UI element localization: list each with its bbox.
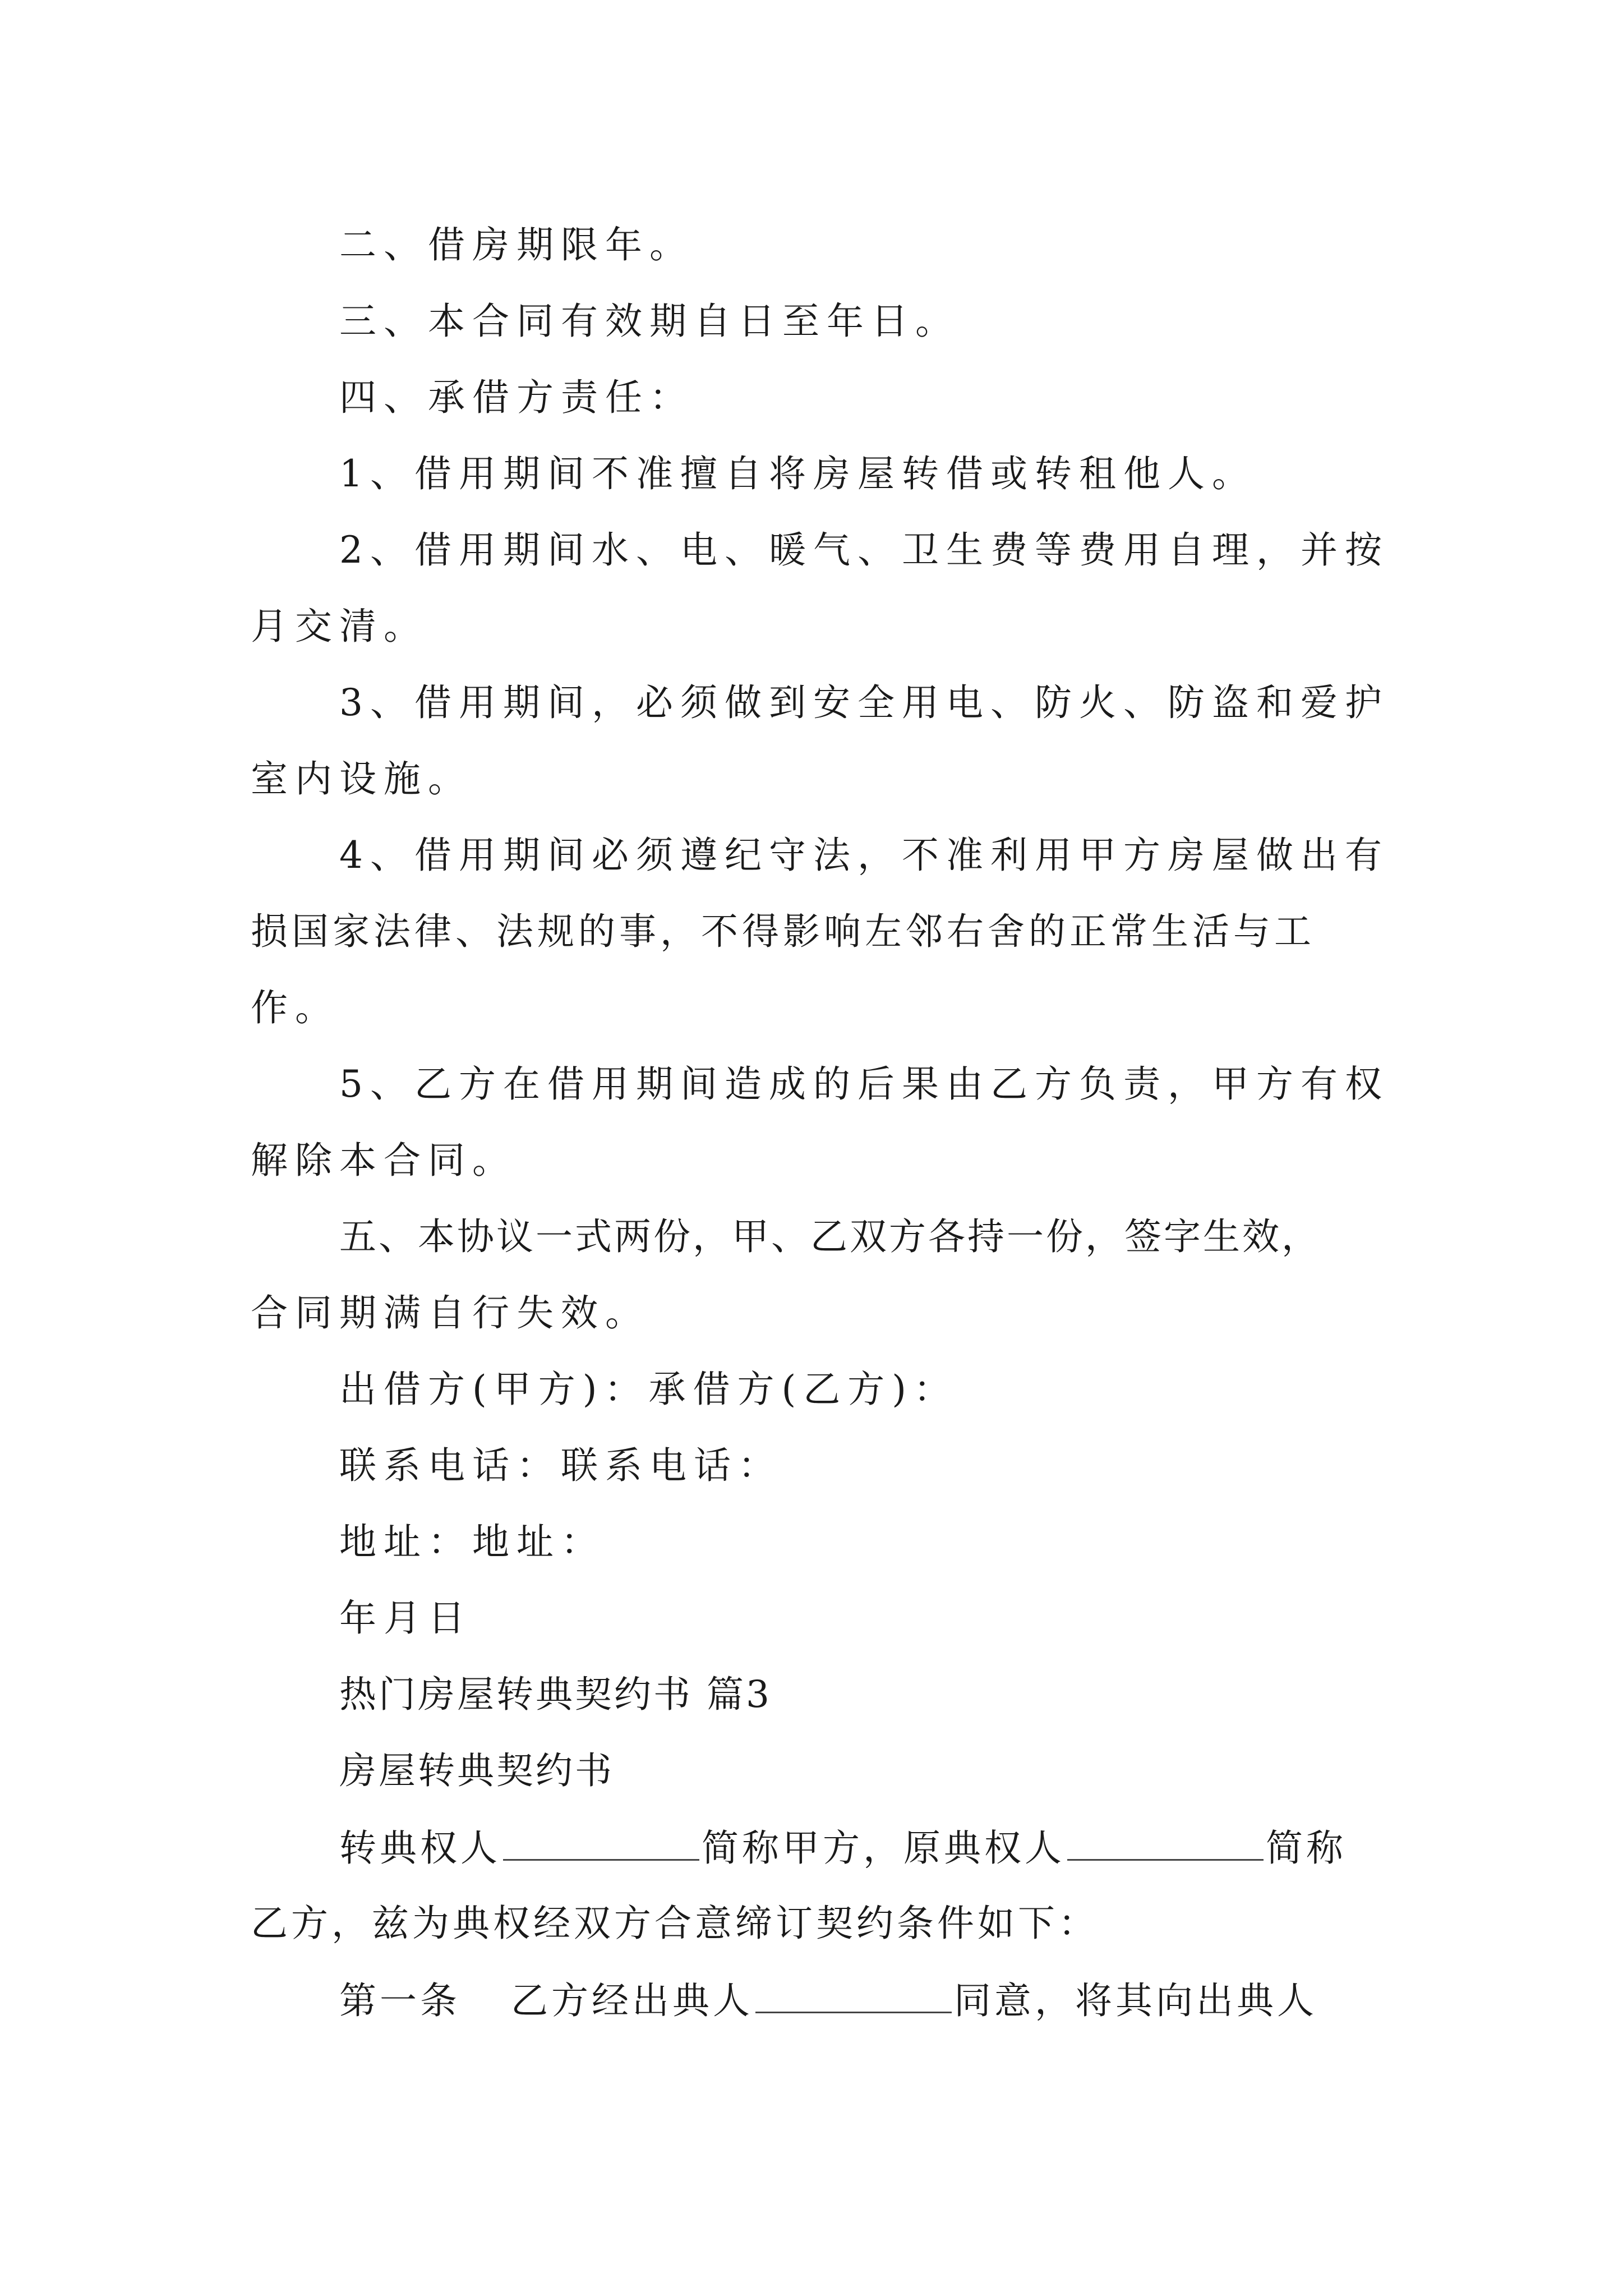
fill-in-blank (1067, 1822, 1264, 1861)
fill-in-blank (755, 1975, 952, 2013)
paragraph-line: 损国家法律、法规的事，不得影响左邻右舍的正常生活与工 (251, 910, 1315, 953)
paragraph-line: 乙方，兹为典权经双方合意缔订契约条件如下： (251, 1902, 1099, 1945)
paragraph-line: 合同期满自行失效。 (251, 1291, 649, 1335)
paragraph-line (339, 1822, 1347, 1872)
address-line: 地址：地址： (339, 1520, 605, 1563)
contact-phone-line: 联系电话：联系电话： (339, 1444, 782, 1487)
paragraph-line: 四、承借方责任： (339, 376, 694, 419)
paragraph-line: 1、借用期间不准擅自将房屋转借或转租他人。 (339, 452, 1256, 495)
paragraph-line: 4、借用期间必须遵纪守法，不准利用甲方房屋做出有 (339, 834, 1389, 877)
paragraph-line (339, 1975, 1317, 2025)
paragraph-line: 月交清。 (251, 605, 428, 648)
text-segment: 乙方经出典人 (511, 1979, 753, 2022)
paragraph-line: 解除本合同。 (251, 1139, 517, 1182)
text-segment: 转典权人 (339, 1826, 501, 1870)
date-line: 年月日 (339, 1596, 472, 1640)
paragraph-line: 作。 (251, 986, 339, 1029)
contract-title: 房屋转典契约书 (339, 1749, 614, 1792)
text-segment: 第一条 (339, 1979, 460, 2022)
text-segment: 简称甲方，原典权人 (702, 1826, 1065, 1870)
paragraph-line: 三、本合同有效期自日至年日。 (339, 300, 960, 343)
text-segment: 简称 (1266, 1826, 1347, 1870)
paragraph-line: 5、乙方在借用期间造成的后果由乙方负责，甲方有权 (339, 1062, 1389, 1106)
paragraph-line: 3、借用期间，必须做到安全用电、防火、防盗和爱护 (339, 681, 1389, 724)
fill-in-blank (503, 1822, 699, 1861)
paragraph-line: 2、借用期间水、电、暖气、卫生费等费用自理，并按 (339, 528, 1389, 572)
paragraph-line: 室内设施。 (251, 757, 472, 800)
paragraph-line: 二、借房期限年。 (339, 223, 694, 266)
paragraph-line: 五、本协议一式两份，甲、乙双方各持一份，签字生效， (339, 1215, 1321, 1258)
signature-party-line: 出借方(甲方)：承借方(乙方)： (339, 1368, 958, 1411)
text-segment: 同意，将其向出典人 (954, 1979, 1317, 2022)
section-heading: 热门房屋转典契约书 篇3 (339, 1673, 772, 1716)
